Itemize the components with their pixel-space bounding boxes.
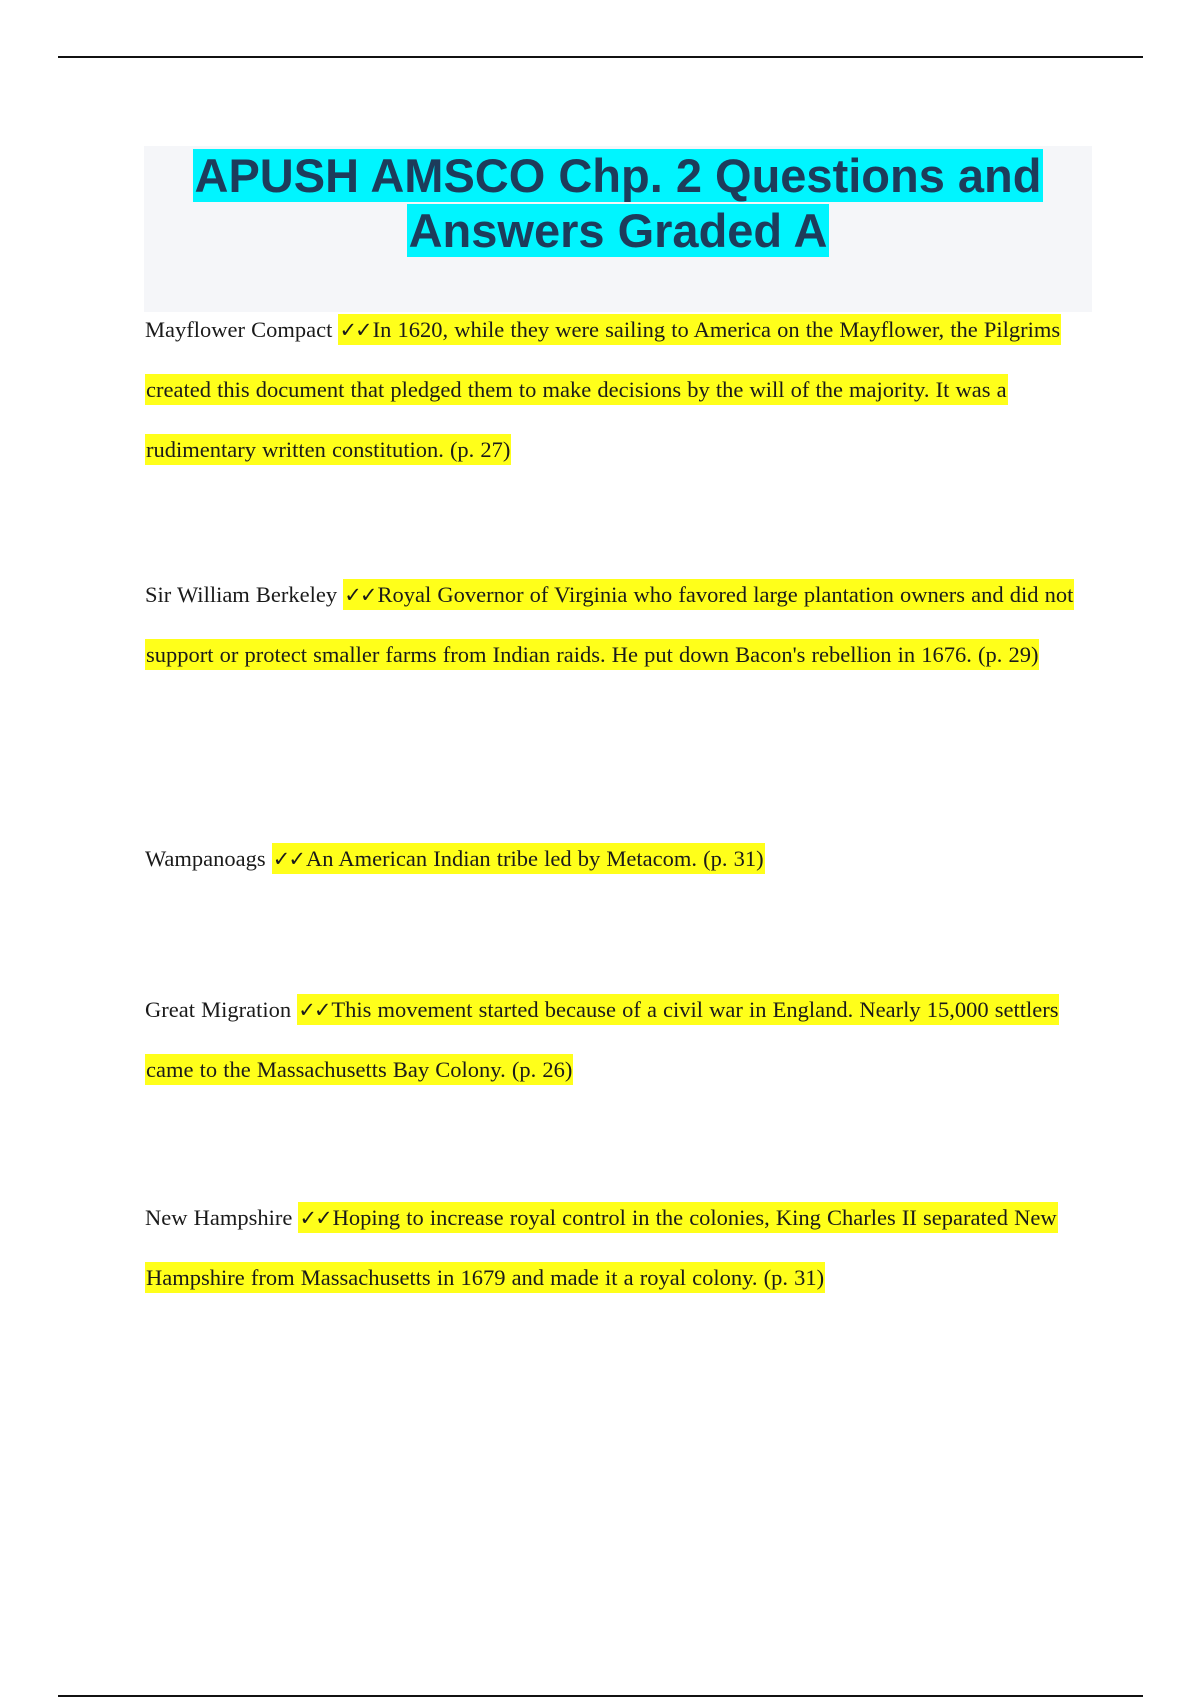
qa-entry-wampanoags bbox=[145, 829, 1075, 889]
qa-entry-great-migration bbox=[145, 980, 1075, 1100]
qa-entry-sir-william-berkeley bbox=[145, 565, 1075, 685]
document-title bbox=[144, 146, 1092, 258]
entry-term: New Hampshire bbox=[145, 1205, 293, 1230]
qa-entry-new-hampshire bbox=[145, 1188, 1075, 1308]
entry-definition: Royal Governor of Virginia who favored large plantation owners and did not support or protect smaller farms from Indian raids. He put down Bacon's rebellion in 1676. (p. 29) bbox=[146, 582, 1074, 667]
double-check-icon: ✓✓ bbox=[299, 1206, 331, 1230]
title-block bbox=[144, 146, 1092, 312]
qa-entry-mayflower-compact bbox=[145, 300, 1075, 480]
entry-term: Wampanoags bbox=[145, 846, 266, 871]
entry-definition: In 1620, while they were sailing to America on the Mayflower, the Pilgrims created this document that pledged them to make decisions by the will of the majority. It was a rudimentary written constitution. (p. 27) bbox=[146, 317, 1061, 462]
document-title-text: APUSH AMSCO Chp. 2 Questions and Answers Graded A bbox=[194, 149, 1042, 257]
entry-term: Mayflower Compact bbox=[145, 317, 333, 342]
footer-rule bbox=[58, 1695, 1143, 1697]
entry-definition: An American Indian tribe led by Metacom. (p. 31) bbox=[305, 846, 764, 871]
double-check-icon: ✓✓ bbox=[339, 318, 371, 342]
entry-term: Sir William Berkeley bbox=[145, 582, 338, 607]
double-check-icon: ✓✓ bbox=[272, 847, 304, 871]
double-check-icon: ✓✓ bbox=[298, 998, 330, 1022]
entry-answer bbox=[272, 843, 765, 874]
entry-definition: This movement started because of a civil war in England. Nearly 15,000 settlers came to the Massachusetts Bay Colony. (p. 26) bbox=[146, 997, 1059, 1082]
double-check-icon: ✓✓ bbox=[344, 583, 376, 607]
entry-term: Great Migration bbox=[145, 997, 292, 1022]
entry-definition: Hoping to increase royal control in the colonies, King Charles II separated New Hampshire from Massachusetts in 1679 and made it a royal colony. (p. 31) bbox=[146, 1205, 1057, 1290]
header-rule bbox=[58, 56, 1143, 58]
